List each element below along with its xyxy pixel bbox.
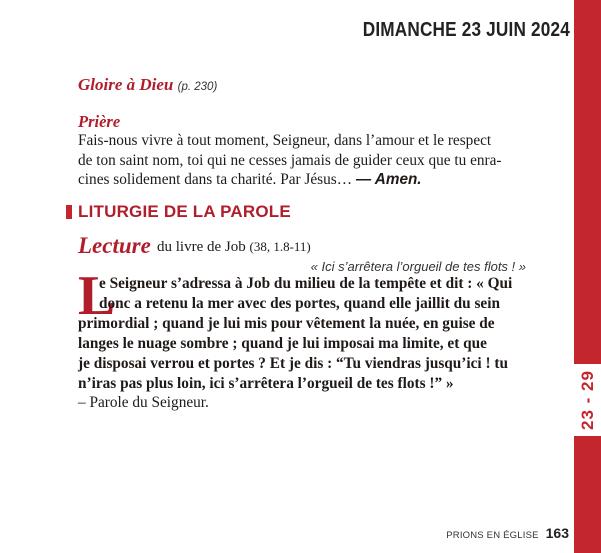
footer-publication: PRIONS EN ÉGLISE <box>446 530 539 541</box>
gloire-title: Gloire à Dieu <box>78 75 174 94</box>
section-title: LITURGIE DE LA PAROLE <box>78 202 291 221</box>
lecture-dropcap: L <box>78 265 116 327</box>
gloire-page-ref: (p. 230) <box>177 81 218 93</box>
lecture-conclusion: – Parole du Seigneur. <box>78 394 209 411</box>
page-date-header: DIMANCHE 23 JUIN 2024 <box>362 19 570 41</box>
lecture-text-line: donc a retenu la mer avec des portes, quand elle jaillit du sein <box>99 295 500 312</box>
lecture-text-line: je disposai verrou et portes ? Et je dis : “Tu viendras jusqu’ici ! tu <box>78 355 509 372</box>
lecture-title: Lecture <box>78 233 151 258</box>
lecture-text-line: e Seigneur s’adressa à Job du milieu de la tempête et dit : « Qui <box>99 275 513 292</box>
priere-response: — Amen. <box>355 171 422 188</box>
page-footer <box>446 525 569 543</box>
lecture-text-line: n’iras pas plus loin, ici s’arrêtera l’orgueil de tes flots !” » <box>78 375 454 392</box>
priere-text-line: de ton saint nom, toi qui ne cesses jamais de guider ceux que tu enra- <box>78 152 502 169</box>
section-marker <box>66 205 72 219</box>
lecture-book: du livre de Job <box>157 239 246 255</box>
priere-text-line: Fais-nous vivre à tout moment, Seigneur, dans l’amour et le respect <box>78 132 492 149</box>
lecture-text-line: primordial ; quand je lui mis pour vêtement la nuée, en guise de <box>78 315 495 332</box>
lecture-source <box>157 239 311 256</box>
footer-page-number: 163 <box>545 525 569 541</box>
priere-text-line <box>78 170 422 190</box>
priere-title: Prière <box>78 112 121 131</box>
side-color-bar <box>574 0 601 553</box>
priere-text-end: cines solidement dans ta charité. Par Jésus… <box>78 171 356 188</box>
side-tab-label: 23 - 29 <box>578 370 597 430</box>
lecture-epigraph: « Ici s’arrêtera l’orgueil de tes flots ! » <box>310 259 526 274</box>
lecture-text-line: langes le nuage sombre ; quand je lui imposai ma limite, et que <box>78 335 487 352</box>
lecture-reference: (38, 1.8-11) <box>249 239 311 254</box>
gloire-heading <box>78 75 217 95</box>
